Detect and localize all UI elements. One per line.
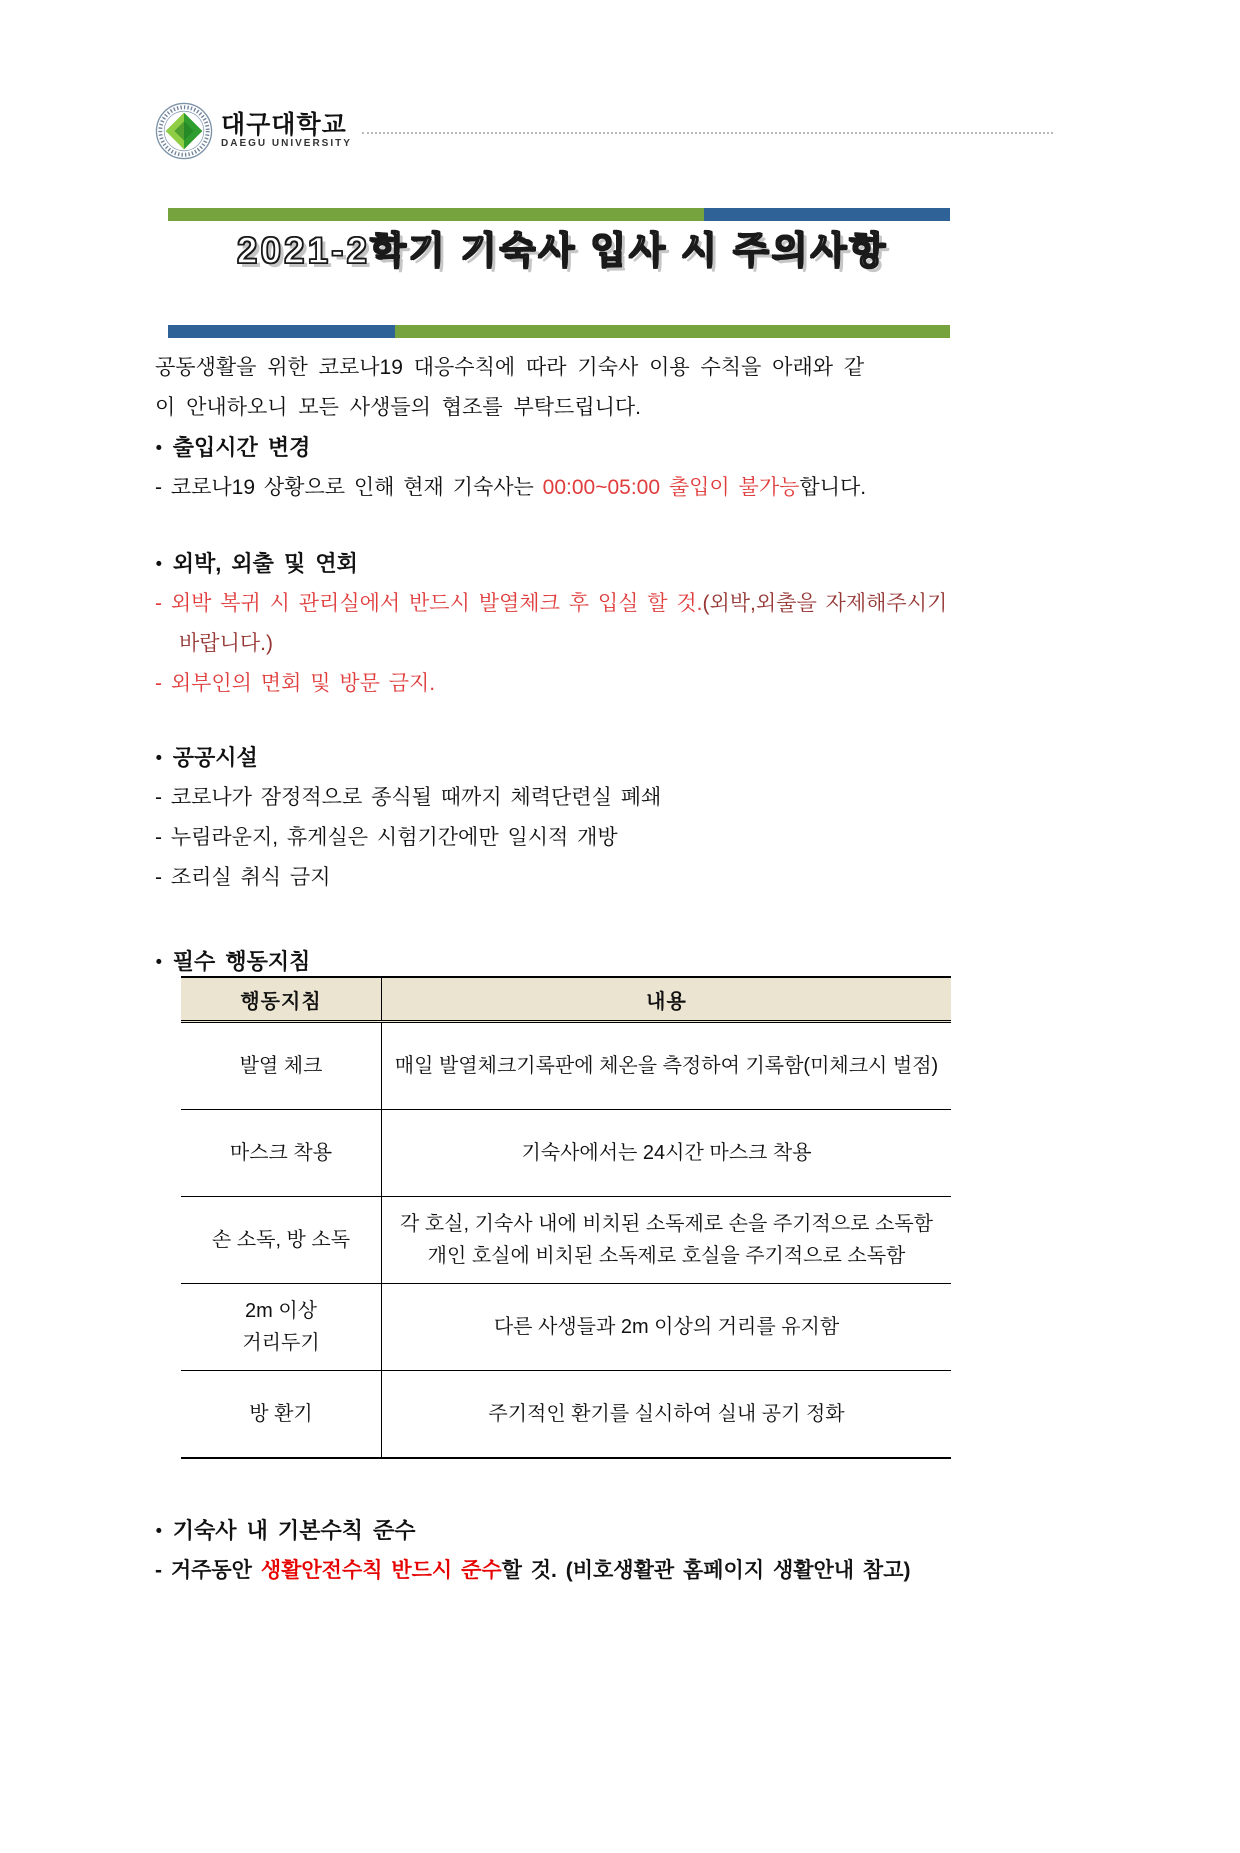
header-dotted-divider bbox=[362, 132, 1053, 134]
bottom-bar-blue-segment bbox=[168, 325, 395, 338]
bullet-icon: • bbox=[155, 1520, 162, 1541]
section-heading-basic-rules-label: 기숙사 내 기본수칙 준수 bbox=[172, 1518, 416, 1543]
top-color-bar bbox=[168, 208, 950, 221]
university-name-en: DAEGU UNIVERSITY bbox=[221, 138, 352, 149]
bottom-bar-green-segment bbox=[395, 325, 950, 338]
facilities-rule-1: - 코로나가 잠정적으로 종식될 때까지 체력단련실 폐쇄 bbox=[155, 786, 662, 809]
entry-time-rule-highlight: 00:00~05:00 출입이 불가능 bbox=[542, 476, 800, 499]
guideline-label: 발열 체크 bbox=[181, 1022, 382, 1110]
section-heading-going-out bbox=[155, 544, 970, 584]
table-row bbox=[181, 1022, 951, 1110]
entry-time-rule-post: 합니다. bbox=[799, 476, 867, 499]
guideline-content: 주기적인 환기를 실시하여 실내 공기 정화 bbox=[382, 1371, 952, 1459]
facilities-rule-3: - 조리실 취식 금지 bbox=[155, 866, 331, 889]
entry-time-rule bbox=[155, 468, 970, 508]
guidelines-col-header-action: 행동지침 bbox=[181, 977, 382, 1022]
table-row bbox=[181, 1284, 951, 1371]
section-heading-guidelines-label: 필수 행동지침 bbox=[172, 949, 311, 974]
guidelines-table bbox=[181, 976, 951, 1459]
guideline-content: 기숙사에서는 24시간 마스크 착용 bbox=[382, 1110, 952, 1197]
notice-document bbox=[155, 100, 970, 1591]
bullet-icon: • bbox=[155, 437, 162, 458]
bullet-icon: • bbox=[155, 747, 162, 768]
section-heading-entry-time bbox=[155, 428, 970, 468]
entry-time-rule-pre: - 코로나19 상황으로 인해 현재 기숙사는 bbox=[155, 476, 543, 499]
going-out-rule-1-main: - 외박 복귀 시 관리실에서 반드시 발열체크 후 입실 할 것. bbox=[155, 592, 703, 615]
going-out-rule-1 bbox=[155, 584, 970, 664]
table-row bbox=[181, 1110, 951, 1197]
table-row bbox=[181, 1197, 951, 1284]
section-heading-entry-time-label: 출입시간 변경 bbox=[172, 435, 311, 460]
top-bar-blue-segment bbox=[704, 208, 950, 221]
page-title: 2021-2학기 기숙사 입사 시 주의사항 bbox=[236, 230, 889, 271]
bullet-icon: • bbox=[155, 951, 162, 972]
facilities-rule-2: - 누림라운지, 휴게실은 시험기간에만 일시적 개방 bbox=[155, 826, 618, 849]
guideline-label-line-1: 2m 이상 bbox=[245, 1300, 317, 1322]
bottom-color-bar bbox=[168, 325, 950, 338]
guideline-label: 손 소독, 방 소독 bbox=[181, 1197, 382, 1284]
intro-line-2: 이 안내하오니 모든 사생들의 협조를 부탁드립니다. bbox=[155, 396, 642, 419]
guideline-content: 매일 발열체크기록판에 체온을 측정하여 기록함(미체크시 벌점) bbox=[394, 1055, 939, 1077]
university-header bbox=[155, 100, 1053, 162]
basic-rules-highlight: 생활안전수칙 반드시 준수 bbox=[260, 1559, 502, 1582]
section-heading-facilities bbox=[155, 738, 970, 778]
guidelines-table-header-row bbox=[181, 977, 951, 1022]
section-heading-facilities-label: 공공시설 bbox=[172, 745, 258, 770]
basic-rules-item bbox=[155, 1551, 970, 1591]
bullet-icon: • bbox=[155, 553, 162, 574]
guideline-content-line-2: 개인 호실에 비치된 소독제로 호실을 주기적으로 소독함 bbox=[427, 1245, 906, 1267]
top-bar-green-segment bbox=[168, 208, 704, 221]
guideline-label: 마스크 착용 bbox=[181, 1110, 382, 1197]
guideline-label: 방 환기 bbox=[181, 1371, 382, 1459]
guideline-content-line-1: 각 호실, 기숙사 내에 비치된 소독제로 손을 주기적으로 소독함 bbox=[399, 1213, 933, 1235]
guideline-content bbox=[382, 1197, 952, 1284]
table-row bbox=[181, 1371, 951, 1459]
basic-rules-post: 할 것. (비호생활관 홈페이지 생활안내 참고) bbox=[501, 1559, 911, 1582]
university-seal-icon bbox=[155, 102, 213, 160]
basic-rules-pre: - 거주동안 bbox=[155, 1559, 261, 1582]
guideline-label bbox=[181, 1284, 382, 1371]
university-name-ko: 대구대학교 bbox=[221, 111, 347, 139]
guideline-label-line-2: 거리두기 bbox=[242, 1332, 320, 1354]
guideline-content: 다른 사생들과 2m 이상의 거리를 유지함 bbox=[382, 1284, 952, 1371]
going-out-rule-1-note: (외박,외출을 자제해주시기 바랍니다.) bbox=[179, 592, 948, 655]
going-out-rule-2: - 외부인의 면회 및 방문 금지. bbox=[155, 672, 436, 695]
university-name bbox=[221, 112, 352, 150]
section-heading-going-out-label: 외박, 외출 및 연회 bbox=[172, 551, 358, 576]
intro-paragraph bbox=[155, 348, 970, 428]
guidelines-col-header-detail: 내용 bbox=[382, 977, 952, 1022]
section-heading-basic-rules bbox=[155, 1511, 970, 1551]
intro-line-1: 공동생활을 위한 코로나19 대응수칙에 따라 기숙사 이용 수칙을 아래와 같 bbox=[155, 356, 865, 379]
